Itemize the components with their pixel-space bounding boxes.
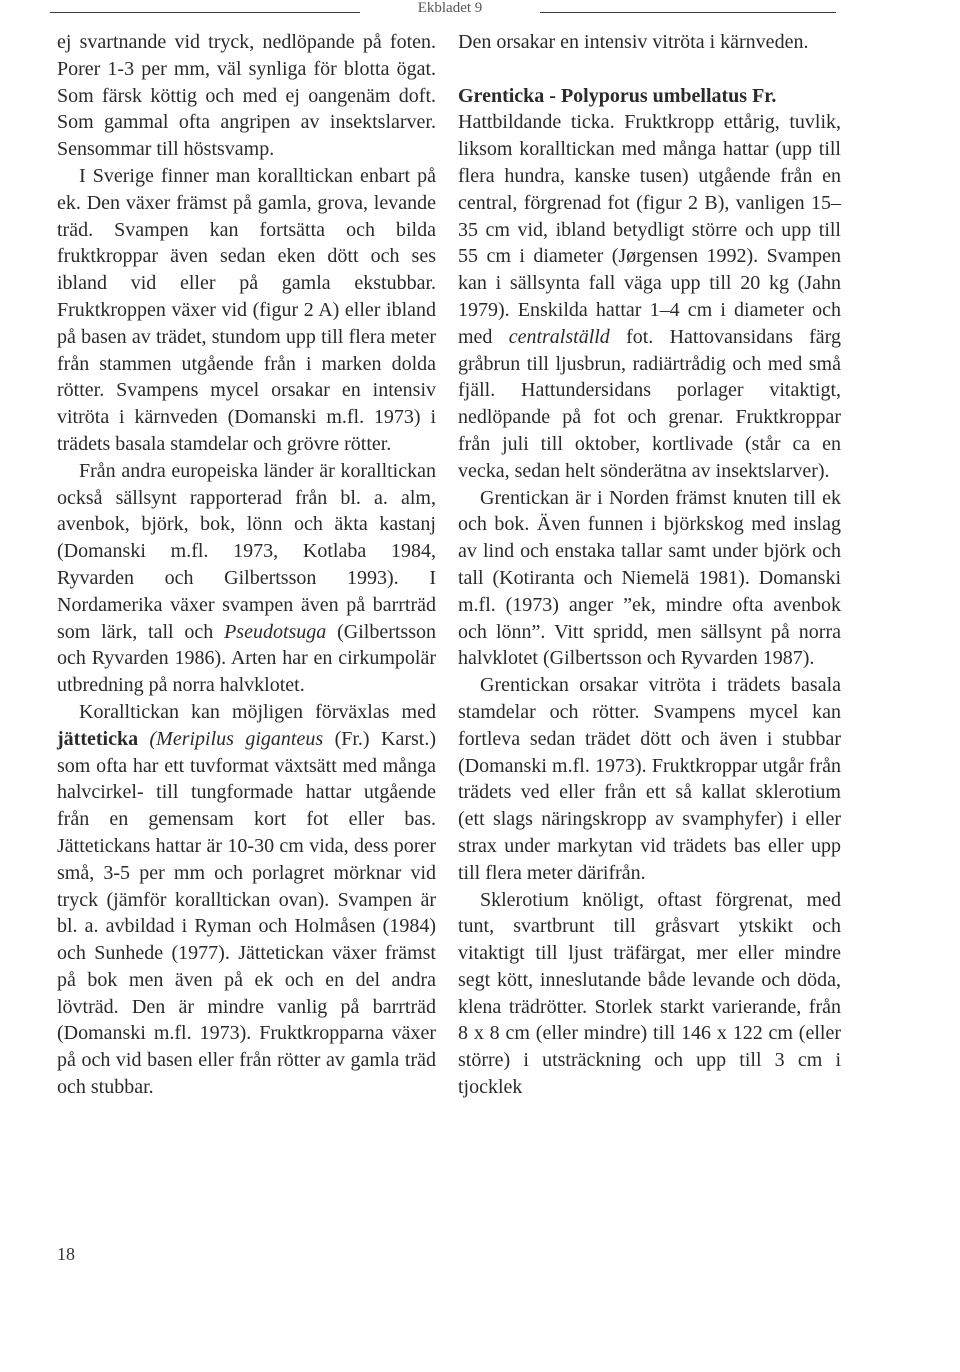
left-paragraph-3-text-a: Från andra europeiska länder är koralltickan också sällsynt rapporterad från bl. a. alm, avenbok, björk, bok, lönn och äkta kastanj (Domanski m.fl. 1973, Kotlaba 1984, Ryvarden och Gilbertsson 1993). I Nordamerika växer svampen även på barrträd som lärk, tall och: [57, 459, 436, 643]
left-paragraph-1: ej svartnande vid tryck, nedlöpande på foten. Porer 1-3 per mm, väl synliga för blotta ögat. Som färsk köttig och med ej oangenäm doft. Som gammal ofta angripen av insektslarver. Sensommar till höstsvamp.: [57, 31, 436, 161]
left-paragraph-3-text-b: (Gilbertsson och Ryvarden 1986). Arten har en cirkumpolär utbredning på norra halvklotet.: [57, 620, 436, 697]
species-latin-meripilus: (Meripilus giganteus: [149, 727, 324, 750]
left-paragraph-4-text-a: Koralltickan kan möjligen förväxlas med: [79, 700, 436, 723]
left-paragraph-4-space: [138, 728, 149, 750]
right-paragraph-3: Grentickan är i Norden främst knuten till ek och bok. Även funnen i björkskog med inslag av lind och enstaka tallar samt under björk och tall (Kotiranta och Niemelä 1981). Domanski m.fl. (1973) anger ”ek, mindre ofta avenbok och lönn”. Vitt spridd, men sällsynt på norra halvklotet (Gilbertsson och Ryvarden 1987).: [458, 486, 841, 670]
page-number: 18: [57, 1244, 75, 1264]
right-paragraph-4: Grentickan orsakar vitröta i trädets basala stamdelar och rötter. Svampens mycel kan fortleva sedan trädet dött och även i stubbar (Domanski m.fl. 1973). Fruktkroppar utgår från trädets ved eller från ett så kallat sklerotium (ett slags näringskropp av svamphyfer) i eller strax under markytan vid trädets bas eller upp till flera meter därifrån.: [458, 674, 841, 884]
term-centralstalld: centralställd: [508, 325, 610, 348]
right-paragraph-5: Sklerotium knöligt, oftast förgrenat, med tunt, svartbrunt till gråsvart ytskikt och vitaktigt till ljust träfärgat, mer eller mindre segt kött, inneslutande både levande och döda, klena trädrötter. Storlek starkt varierande, från 8 x 8 cm (eller mindre) till 146 x 122 cm (eller större) i utsträckning och upp till 3 cm i tjocklek: [458, 888, 841, 1099]
right-paragraph-2: [458, 109, 841, 484]
page-header: [0, 0, 960, 24]
left-paragraph-4-text-b: (Fr.) Karst.) som ofta har ett tuvformat växtsätt med många halvcirkel- till tungformade hattar utgående från en gemensam kort fot eller bas. Jättetickans hattar är 10-30 cm vida, dess porer små, 3-5 per mm och porlagret mörknar vid tryck (jämför koralltickan ovan). Svampen är bl. a. avbildad i Ryman och Holmåsen (1984) och Sunhede (1977). Jättetickan växer främst på bok men även på ek och en del andra lövträd. Den är mindre vanlig på barrträd (Domanski m.fl. 1973). Fruktkropparna växer på och vid basen eller från rötter av gamla träd och stubbar.: [57, 727, 436, 1099]
left-paragraph-2: I Sverige finner man koralltickan enbart på ek. Den växer främst på gamla, grova, levande träd. Svampen kan fortsätta och bilda fruktkroppar även sedan eken dött och ses ibland vid eller på gamla ekstubbar. Fruktkroppen växer vid (figur 2 A) eller ibland på basen av trädet, stundom upp till flera meter från stammen utgående från i marken dolda rötter. Svampens mycel orsakar en intensiv vitröta i kärnveden (Domanski m.fl. 1973) i trädets basala stamdelar och grövre rötter.: [57, 164, 436, 455]
running-head: Ekbladet 9: [417, 0, 483, 16]
left-paragraph-3: [57, 458, 436, 699]
right-paragraph-2-text-a: Hattbildande ticka. Fruktkropp ettårig, tuvlik, liksom koralltickan med många hattar (upp till flera hundra, kanske tusen) utgående från en central, förgrenad fot (figur 2 B), vanligen 15–35 cm vid, ibland betydligt större och upp till 55 cm i diameter (Jørgensen 1992). Svampen kan i sällsynta fall väga upp till 20 kg (Jahn 1979). Enskilda hattar 1–4 cm i diameter och med: [458, 111, 841, 348]
right-paragraph-1: Den orsakar en intensiv vitröta i kärnveden.: [458, 31, 809, 53]
right-paragraph-2-text-b: fot. Hattovansidans färg gråbrun till ljusbrun, radiärtrådig och med små fjäll. Hattundersidans porlager vitaktigt, nedlöpande på fot och grenar. Fruktkroppar från juli till oktober, kortlivade (står ca en vecka, sedan helt sönderätna av insektslarver).: [458, 325, 841, 482]
section-heading-grenticka: Grenticka - Polyporus umbellatus Fr.: [458, 84, 777, 107]
left-paragraph-4: [57, 699, 436, 1101]
header-rule-right: [540, 12, 836, 13]
left-column: [57, 29, 436, 1101]
right-column: [458, 29, 841, 1101]
species-name-pseudotsuga: Pseudotsuga: [224, 620, 327, 643]
species-name-jatteticka: jätteticka: [57, 727, 139, 750]
header-rule-left: [50, 12, 360, 13]
